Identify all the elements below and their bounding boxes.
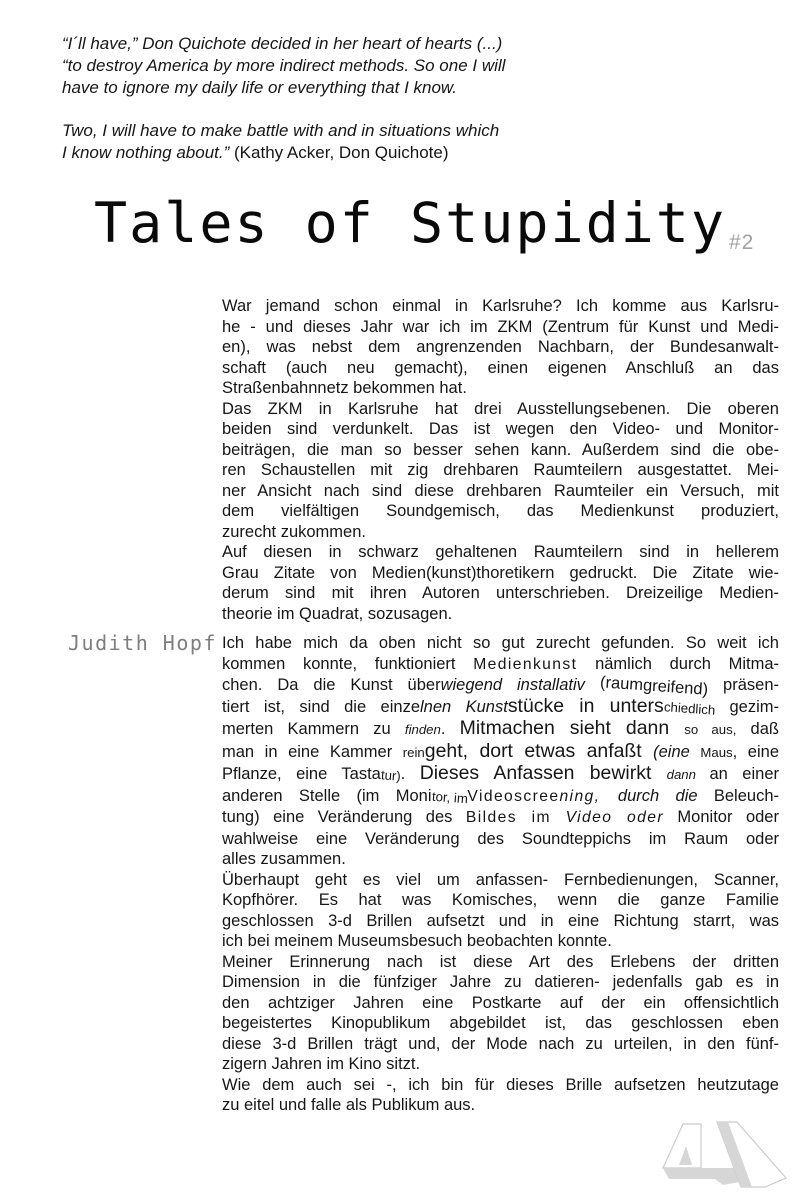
text-line: Straßenbahnnetz bekommen hat.	[222, 379, 467, 397]
text-line: beiträgen, die man so besser sehen kann. Außerdem sind die obe-	[222, 440, 779, 459]
body-block-intro	[222, 296, 779, 624]
text-line: chen. Da die Kunst überwiegend installativ (raumgreifend) präsen-	[222, 673, 779, 699]
paragraph	[222, 542, 779, 624]
text-line: dem vielfältigen Soundgemisch, das Medienkunst produziert,	[222, 502, 779, 520]
text-line: Auf diesen in schwarz gehaltenen Raumteilern sind in hellerem	[222, 543, 779, 561]
text-line: ich bei meinem Museumsbesuch beobachten konnte.	[222, 932, 612, 950]
paragraph	[222, 296, 779, 399]
text-line: schaft (auch neu gemacht), einen eigenen Anschluß an das	[222, 358, 779, 377]
text-line: den achtziger Jahren eine Postkarte auf der ein offensichtlich	[222, 993, 779, 1012]
text-line: theorie im Quadrat, sozusagen.	[222, 604, 453, 623]
author-byline: Judith Hopf	[68, 631, 217, 655]
text-line: beiden sind verdunkelt. Das ist wegen den Video- und Monitor-	[222, 420, 779, 438]
text-line: Kopfhörer. Es hat was Komisches, wenn die ganze Familie	[222, 891, 779, 909]
text-line: Pflanze, eine Tastatur). Dieses Anfassen bewirkt dann an einer	[222, 762, 779, 784]
text-line: en), was nebst dem angrenzenden Nachbarn, der Bundesanwalt-	[222, 338, 779, 356]
paragraph	[222, 633, 779, 870]
text-line: Ich habe mich da oben nicht so gut zurecht gefunden. So weit ich	[222, 634, 779, 652]
text-line: Überhaupt geht es viel um anfassen- Fernbedienungen, Scanner,	[222, 870, 779, 889]
text-line: zu eitel und falle als Publikum aus.	[222, 1096, 476, 1114]
text-line: tiert ist, sind die einzelnen Kunststücke in unterschiedlich gezim-	[222, 694, 779, 718]
text-line: War jemand schon einmal in Karlsruhe? Ich komme aus Karlsru-	[222, 297, 779, 315]
text-line: tung) eine Veränderung des Bildes im Video oder Monitor oder	[222, 808, 779, 826]
issue-number: #2	[729, 231, 755, 254]
paragraph	[222, 870, 779, 952]
text-line: Two, I will have to make battle with and in situations which	[62, 121, 500, 141]
text-line: he - und dieses Jahr war ich im ZKM (Zentrum für Kunst und Medi-	[222, 317, 779, 336]
text-line: zurecht zukommen.	[222, 522, 366, 541]
opening-quote	[62, 33, 534, 186]
body-column	[222, 296, 779, 1116]
page-title: Tales of Stupidity	[94, 191, 727, 255]
text-line: man in eine Kammer reingeht, dort etwas anfaßt (eine Maus, eine	[222, 739, 779, 762]
paragraph	[62, 120, 534, 164]
text-line: kommen konnte, funktioniert Medienkunst nämlich durch Mitma-	[222, 654, 780, 673]
text-line: Meiner Erinnerung nach ist diese Art des Erlebens der dritten	[222, 952, 779, 971]
text-line: ren Schaustellen mit zig drehbaren Raumteilern ausgestattet. Mei-	[222, 461, 779, 479]
text-line: Grau Zitate von Medien(kunst)thoretikern gedruckt. Die Zitate wie-	[222, 563, 779, 582]
text-line: anderen Stelle (im Monitor, imVideoscreening, durch die Beleuch-	[222, 786, 779, 806]
paragraph	[222, 399, 779, 543]
text-line: Wie dem auch sei -, ich bin für dieses Brille aufsetzen heutzutage	[222, 1075, 779, 1094]
text-line: have to ignore my daily life or everything that I know.	[62, 77, 457, 97]
publisher-logo-icon	[655, 1118, 790, 1198]
text-line: begeistertes Kinopublikum abgebildet ist, das geschlossen eben	[222, 1014, 779, 1032]
text-line: derum sind mit ihren Autoren unterschrieben. Dreizeilige Medien-	[222, 584, 779, 602]
text-line: ner Ansicht nach sind diese drehbaren Raumteiler ein Versuch, mit	[222, 481, 779, 500]
text-line: merten Kammern zu finden. Mitmachen sieht dann so aus, daß	[222, 717, 779, 739]
text-line: “to destroy America by more indirect methods. So one I will	[62, 55, 506, 75]
text-line: alles zusammen.	[222, 850, 346, 868]
text-line: diese 3-d Brillen trägt und, der Mode nach zu urteilen, in den fünf-	[222, 1034, 779, 1053]
text-line: zigern Jahren im Kino sitzt.	[222, 1055, 421, 1073]
text-line: I know nothing about.” (Kathy Acker, Don Quichote)	[62, 142, 449, 162]
paragraph	[62, 33, 534, 98]
text-line: “I´ll have,” Don Quichote decided in her heart of hearts (...)	[62, 34, 503, 53]
text-line: geschlossen 3-d Brillen aufsetzt und in eine Richtung starrt, was	[222, 911, 779, 930]
paragraph	[222, 1075, 779, 1116]
text-line: Dimension in die fünfziger Jahre zu datieren- jedenfalls gab es in	[222, 973, 779, 991]
paragraph	[222, 952, 779, 1075]
body-block-author	[222, 633, 779, 1116]
text-line: Das ZKM in Karlsruhe hat drei Ausstellungsebenen. Die oberen	[222, 399, 779, 418]
text-line: wahlweise eine Veränderung des Soundteppichs im Raum oder	[222, 829, 779, 848]
